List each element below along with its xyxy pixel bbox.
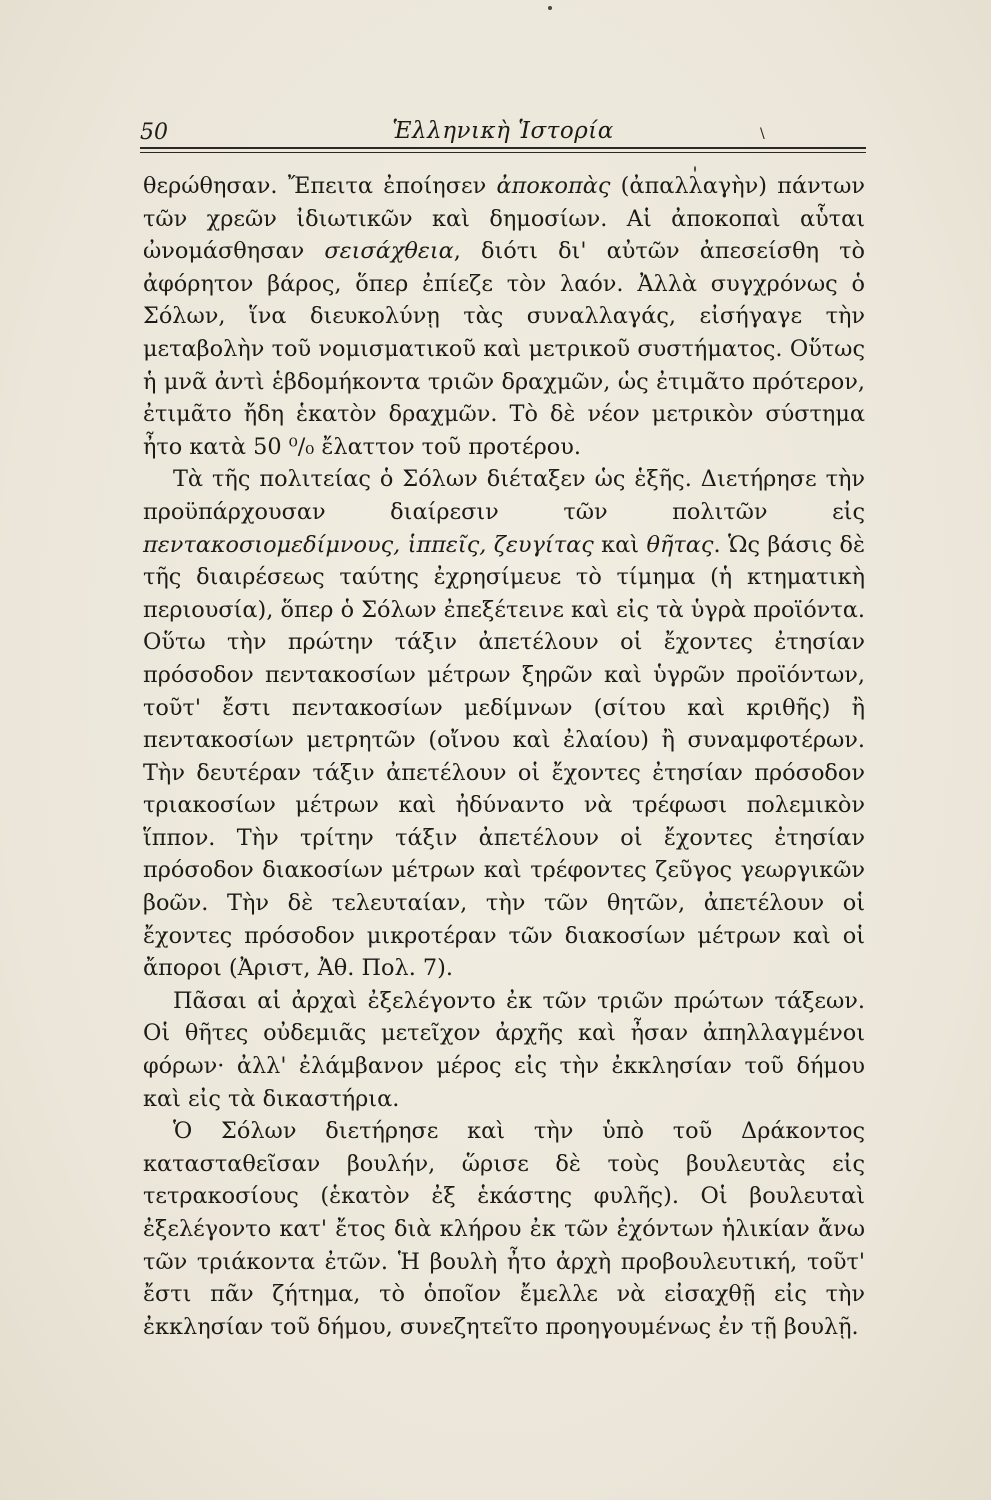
ink-speck — [548, 6, 552, 10]
paragraph — [143, 463, 865, 985]
text-run: θερώθησαν. Ἔπειτα ἐποίησεν — [143, 173, 497, 199]
body-text — [143, 170, 865, 1343]
italic-term: πεντακοσιομεδίμνους, ἱππεῖς, ζευγίτας — [143, 531, 594, 558]
text-run: (ἀπαλλαγὴν) πάντων τῶν χρεῶν ἰδιωτικῶν καὶ δημοσίων. Αἱ ἀποκοπαὶ αὗται ὠνομάσθησαν — [143, 173, 865, 265]
paragraph — [143, 170, 865, 463]
page-number: 50 — [140, 120, 168, 145]
text-run: Τὰ τῆς πολιτείας ὁ Σόλων διέταξεν ὡς ἑξῆς. Διετήρησε τὴν προϋπάρχουσαν διαίρεσιν τῶν πολιτῶν εἰς — [143, 466, 865, 525]
italic-term: σεισάχθεια — [324, 238, 454, 265]
paragraph — [143, 985, 865, 1115]
italic-term: θῆτας — [646, 531, 714, 558]
text-run: . Ὡς βάσις δὲ τῆς διαιρέσεως ταύτης ἐχρησίμευε τὸ τίμημα (ἡ κτηματικὴ περιουσία), ὅπερ ὁ Σόλων ἐπεξέτεινε καὶ εἰς τὰ ὑγρὰ προϊόντα. Οὕτω τὴν πρώτην τάξιν ἀπετέλουν οἱ ἔχοντες ἐτησίαν πρόσοδον πεντακοσίων μέτρων ξηρῶν καὶ ὑγρῶν προϊόντων, τοῦτ' ἔστι πεντακοσίων μεδίμνων (σίτου καὶ κριθῆς) ἢ πεντακοσίων μετρητῶν (οἴνου καὶ ἐλαίου) ἢ συναμφοτέρων. Τὴν δευτέραν τάξιν ἀπετέλουν οἱ ἔχοντες ἐτησίαν πρόσοδον τριακοσίων μέτρων καὶ ἠδύναντο νὰ τρέφωσι πολεμικὸν ἵππον. Τὴν τρίτην τάξιν ἀπετέλουν οἱ ἔχοντες ἐτησίαν πρόσοδον διακοσίων μέτρων καὶ τρέφοντες ζεῦγος γεωργικῶν βοῶν. Τὴν δὲ τελευταίαν, τὴν τῶν θητῶν, ἀπετέλουν οἱ ἔχοντες πρόσοδον μικροτέραν τῶν διακοσίων μέτρων καὶ οἱ ἄποροι (Ἀριστ, Ἀθ. Πολ. 7). — [143, 531, 865, 982]
italic-term: ἀποκοπὰς — [496, 173, 611, 199]
text-run: Ὁ Σόλων διετήρησε καὶ τὴν ὑπὸ τοῦ Δράκοντος κατασταθεῖσαν βουλήν, ὥρισε δὲ τοὺς βουλευτὰς εἰς τετρακοσίους (ἑκατὸν ἐξ ἑκάστης φυλῆς). Οἱ βουλευταὶ ἐξελέγοντο κατ' ἔτος διὰ κλήρου ἐκ τῶν ἐχόντων ἡλικίαν ἄνω τῶν τριάκοντα ἐτῶν. Ἡ βουλὴ ἦτο ἀρχὴ προβουλευτική, τοῦτ' ἔστι πᾶν ζήτημα, τὸ ὁποῖον ἔμελλε νὰ εἰσαχθῇ εἰς τὴν ἐκκλησίαν τοῦ δήμου, συνεζητεῖτο προηγουμένως ἐν τῇ βουλῇ. — [143, 1118, 865, 1340]
page-header — [140, 116, 866, 150]
header-rule — [140, 147, 866, 149]
paragraph — [143, 1115, 865, 1343]
text-run: , διότι δι' αὐτῶν ἀπεσείσθη τὸ ἀφόρητον βάρος, ὅπερ ἐπίεζε τὸν λαόν. Ἀλλὰ συγχρόνως ὁ Σόλων, ἵνα διευκολύνῃ τὰς συναλλαγάς, εἰσήγαγε τὴν μεταβολὴν τοῦ νομισματικοῦ καὶ μετρικοῦ συστήματος. Οὕτως ἡ μνᾶ ἀντὶ ἑβδομήκοντα τριῶν δραχμῶν, ὡς ἐτιμᾶτο πρότερον, ἐτιμᾶτο ἤδη ἑκατὸν δραχμῶν. Τὸ δὲ νέον μετρικὸν σύστημα ἦτο κατὰ 50 ⁰/₀ ἔλαττον τοῦ προτέρου. — [143, 238, 865, 460]
text-run: Πᾶσαι αἱ ἀρχαὶ ἐξελέγοντο ἐκ τῶν τριῶν πρώτων τάξεων. Οἱ θῆτες οὐδεμιᾶς μετεῖχον ἀρχῆς καὶ ἦσαν ἀπηλλαγμένοι φόρων· ἀλλ' ἐλάμβανον μέρος εἰς τὴν ἐκκλησίαν τοῦ δήμου καὶ εἰς τὰ δικαστήρια. — [143, 987, 865, 1112]
header-mark: \ — [760, 126, 765, 142]
running-title: Ἑλληνικὴ Ἱστορία — [392, 118, 614, 144]
header-rule-thin — [140, 152, 866, 153]
text-run: καὶ — [593, 531, 647, 558]
